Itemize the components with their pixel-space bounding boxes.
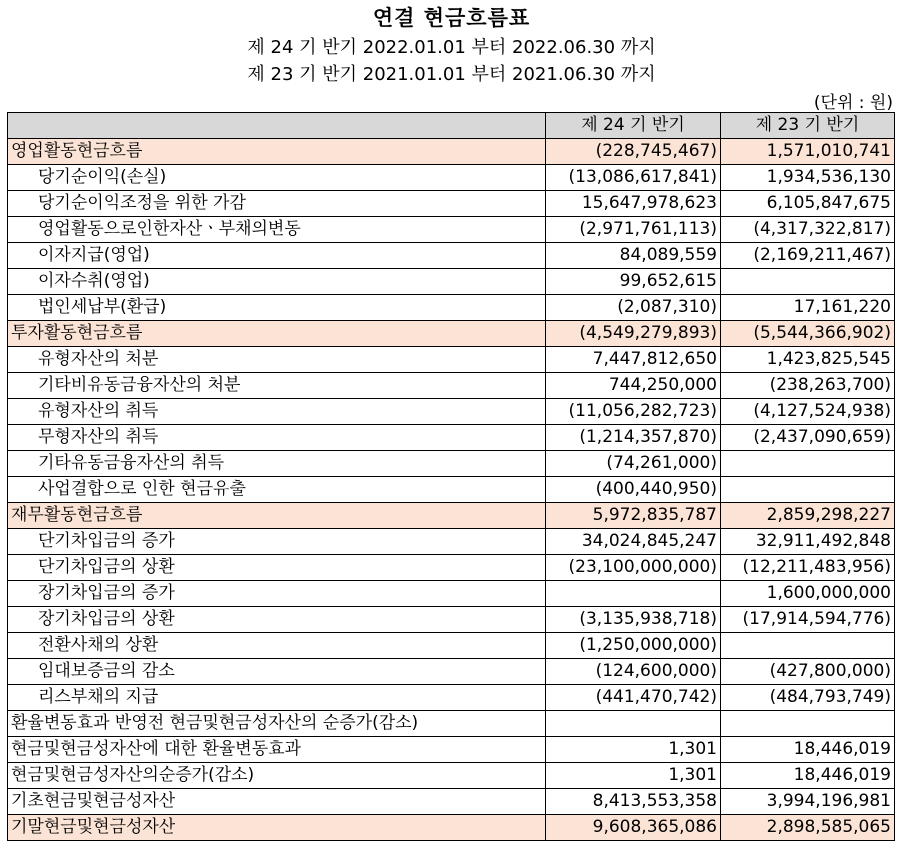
- current-value: (124,600,000): [546, 659, 721, 685]
- row-label: 기초현금및현금성자산: [8, 789, 546, 815]
- prior-value: 3,994,196,981: [721, 789, 895, 815]
- prior-value: 32,911,492,848: [721, 529, 895, 555]
- prior-value: (2,169,211,467): [721, 243, 895, 269]
- current-value: (228,745,467): [546, 139, 721, 165]
- statement-title: 연결 현금흐름표: [372, 6, 531, 30]
- row-label: 환율변동효과 반영전 현금및현금성자산의 순증가(감소): [8, 711, 546, 737]
- prior-value: [721, 451, 895, 477]
- current-value: 5,972,835,787: [546, 503, 721, 529]
- header-label-cell: [8, 113, 546, 139]
- row-label: 기말현금및현금성자산: [8, 815, 546, 841]
- current-value: 744,250,000: [546, 373, 721, 399]
- current-value: (13,086,617,841): [546, 165, 721, 191]
- table-row: [8, 295, 895, 321]
- table-row: [8, 217, 895, 243]
- prior-value: (4,317,322,817): [721, 217, 895, 243]
- prior-value: (4,127,524,938): [721, 399, 895, 425]
- row-label: 현금및현금성자산의순증가(감소): [8, 763, 546, 789]
- cash-flow-table: [7, 112, 895, 841]
- table-row: [8, 633, 895, 659]
- prior-value: 1,600,000,000: [721, 581, 895, 607]
- prior-value: 1,423,825,545: [721, 347, 895, 373]
- row-label: 단기차입금의 상환: [8, 555, 546, 581]
- prior-value: [721, 269, 895, 295]
- current-value: 1,301: [546, 737, 721, 763]
- prior-value: (427,800,000): [721, 659, 895, 685]
- prior-value: 18,446,019: [721, 737, 895, 763]
- current-value: (2,087,310): [546, 295, 721, 321]
- prior-value: 6,105,847,675: [721, 191, 895, 217]
- prior-value: 1,571,010,741: [721, 139, 895, 165]
- prior-value: (2,437,090,659): [721, 425, 895, 451]
- prior-value: (238,263,700): [721, 373, 895, 399]
- current-value: [546, 711, 721, 737]
- row-label: 영업활동으로인한자산ㆍ부채의변동: [8, 217, 546, 243]
- row-label: 유형자산의 취득: [8, 399, 546, 425]
- row-label: 이자지급(영업): [8, 243, 546, 269]
- table-row: [8, 555, 895, 581]
- table-row: [8, 711, 895, 737]
- current-value: 34,024,845,247: [546, 529, 721, 555]
- unit-label: (단위 : 원): [813, 93, 893, 113]
- row-label: 무형자산의 취득: [8, 425, 546, 451]
- period-line-current: 제 24 기 반기 2022.01.01 부터 2022.06.30 까지: [247, 37, 656, 58]
- header-prior-period: 제 23 기 반기: [721, 113, 895, 139]
- prior-value: 2,898,585,065: [721, 815, 895, 841]
- prior-value: [721, 711, 895, 737]
- row-label: 이자수취(영업): [8, 269, 546, 295]
- header-current-period: 제 24 기 반기: [546, 113, 721, 139]
- current-value: (23,100,000,000): [546, 555, 721, 581]
- current-value: (441,470,742): [546, 685, 721, 711]
- row-label: 재무활동현금흐름: [8, 503, 546, 529]
- prior-value: (484,793,749): [721, 685, 895, 711]
- table-row: [8, 451, 895, 477]
- row-label: 기타비유동금융자산의 처분: [8, 373, 546, 399]
- prior-value: 17,161,220: [721, 295, 895, 321]
- period-line-prior: 제 23 기 반기 2021.01.01 부터 2021.06.30 까지: [247, 64, 656, 85]
- table-row: [8, 503, 895, 529]
- current-value: 1,301: [546, 763, 721, 789]
- current-value: 7,447,812,650: [546, 347, 721, 373]
- table-row: [8, 269, 895, 295]
- current-value: 8,413,553,358: [546, 789, 721, 815]
- prior-value: [721, 633, 895, 659]
- current-value: 99,652,615: [546, 269, 721, 295]
- table-row: [8, 191, 895, 217]
- row-label: 리스부채의 지급: [8, 685, 546, 711]
- current-value: (74,261,000): [546, 451, 721, 477]
- row-label: 임대보증금의 감소: [8, 659, 546, 685]
- table-row: [8, 607, 895, 633]
- table-row: [8, 425, 895, 451]
- current-value: [546, 581, 721, 607]
- row-label: 현금및현금성자산에 대한 환율변동효과: [8, 737, 546, 763]
- prior-value: (12,211,483,956): [721, 555, 895, 581]
- table-row: [8, 529, 895, 555]
- table-row: [8, 581, 895, 607]
- current-value: (3,135,938,718): [546, 607, 721, 633]
- table-row: [8, 477, 895, 503]
- prior-value: 2,859,298,227: [721, 503, 895, 529]
- table-row: [8, 139, 895, 165]
- prior-value: 1,934,536,130: [721, 165, 895, 191]
- row-label: 장기차입금의 상환: [8, 607, 546, 633]
- table-header: [8, 113, 895, 139]
- prior-value: (5,544,366,902): [721, 321, 895, 347]
- row-label: 전환사채의 상환: [8, 633, 546, 659]
- table-row: [8, 165, 895, 191]
- prior-value: (17,914,594,776): [721, 607, 895, 633]
- row-label: 영업활동현금흐름: [8, 139, 546, 165]
- row-label: 당기순이익조정을 위한 가감: [8, 191, 546, 217]
- table-row: [8, 659, 895, 685]
- table-row: [8, 737, 895, 763]
- table-row: [8, 815, 895, 841]
- prior-value: [721, 477, 895, 503]
- current-value: (1,214,357,870): [546, 425, 721, 451]
- row-label: 유형자산의 처분: [8, 347, 546, 373]
- table-row: [8, 373, 895, 399]
- current-value: 15,647,978,623: [546, 191, 721, 217]
- table-row: [8, 243, 895, 269]
- table-row: [8, 685, 895, 711]
- table-row: [8, 399, 895, 425]
- row-label: 법인세납부(환급): [8, 295, 546, 321]
- row-label: 사업결합으로 인한 현금유출: [8, 477, 546, 503]
- current-value: (2,971,761,113): [546, 217, 721, 243]
- row-label: 기타유동금융자산의 취득: [8, 451, 546, 477]
- row-label: 장기차입금의 증가: [8, 581, 546, 607]
- current-value: (400,440,950): [546, 477, 721, 503]
- table-row: [8, 321, 895, 347]
- current-value: 9,608,365,086: [546, 815, 721, 841]
- row-label: 단기차입금의 증가: [8, 529, 546, 555]
- current-value: (1,250,000,000): [546, 633, 721, 659]
- table-row: [8, 347, 895, 373]
- current-value: 84,089,559: [546, 243, 721, 269]
- table-row: [8, 763, 895, 789]
- row-label: 당기순이익(손실): [8, 165, 546, 191]
- current-value: (11,056,282,723): [546, 399, 721, 425]
- table-row: [8, 789, 895, 815]
- prior-value: 18,446,019: [721, 763, 895, 789]
- row-label: 투자활동현금흐름: [8, 321, 546, 347]
- current-value: (4,549,279,893): [546, 321, 721, 347]
